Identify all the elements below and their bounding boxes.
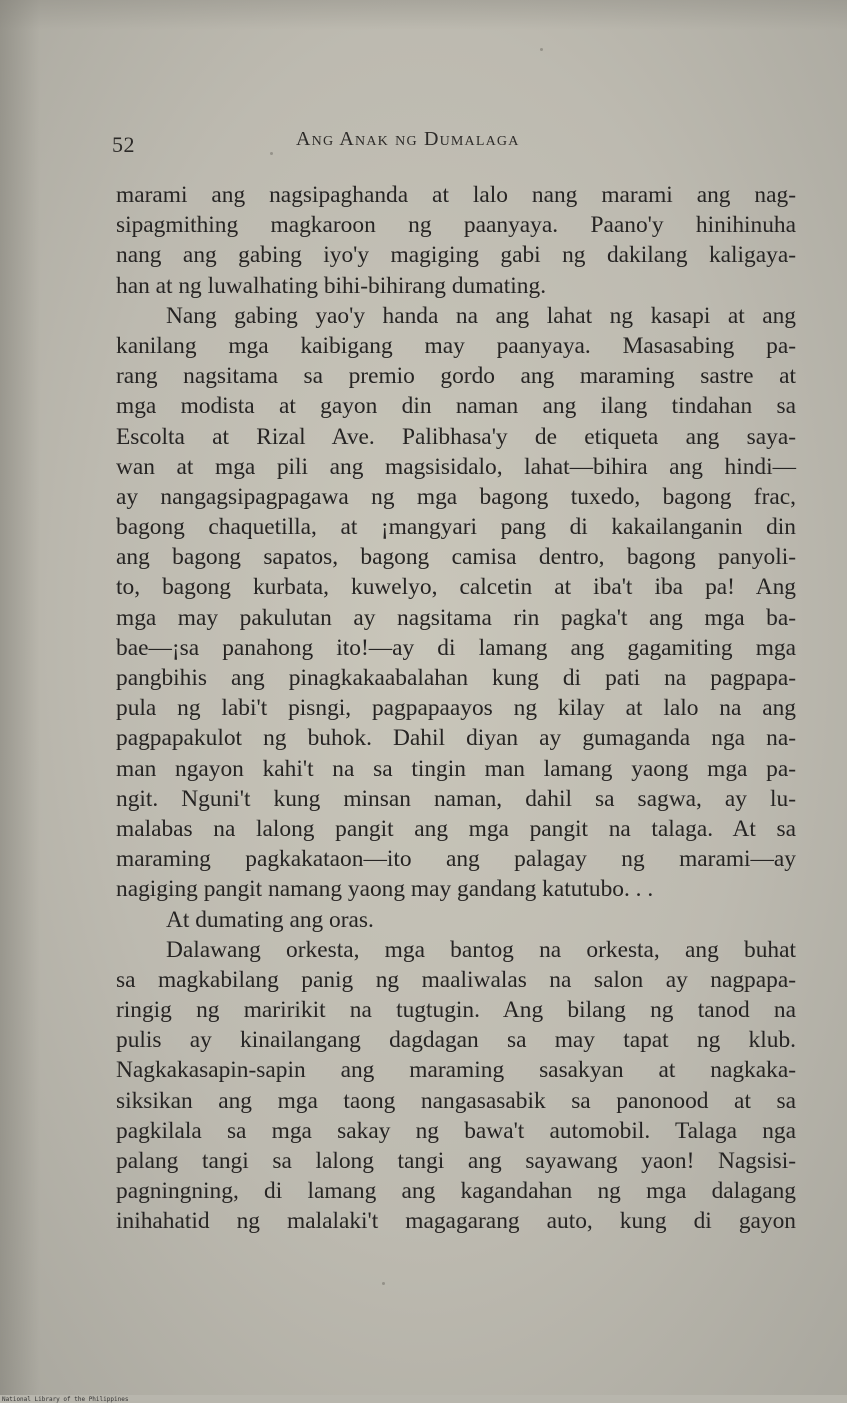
text-line: bae—¡sa panahong ito!—ay di lamang ang gagamiting mga — [116, 634, 796, 661]
page-edge-shadow-top — [0, 0, 847, 30]
text-line: ang bagong sapatos, bagong camisa dentro, bagong panyoli- — [116, 544, 796, 571]
text-line: Dalawang orkesta, mga bantog na orkesta, ang buhat — [166, 936, 796, 963]
text-line: pagpapakulot ng buhok. Dahil diyan ay gumaganda nga na- — [116, 725, 796, 752]
text-line: pagkilala sa mga sakay ng bawa't automobil. Talaga nga — [116, 1117, 796, 1144]
text-line: kanilang mga kaibigang may paanyaya. Masasabing pa- — [116, 332, 796, 359]
page-edge-shadow-left — [0, 0, 40, 1395]
text-line: rang nagsitama sa premio gordo ang maraming sastre at — [116, 363, 796, 390]
text-line: mga may pakulutan ay nagsitama rin pagka't ang mga ba- — [116, 604, 796, 631]
text-line: siksikan ang mga taong nangasasabik sa panonood at sa — [116, 1087, 796, 1114]
library-footer: National Library of the Philippines — [2, 1396, 129, 1403]
paper-speck — [270, 152, 273, 155]
text-line: Nang gabing yao'y handa na ang lahat ng kasapi at ang — [166, 302, 796, 329]
body-text — [116, 180, 796, 1237]
text-line: ngit. Nguni't kung minsan naman, dahil sa sagwa, ay lu- — [116, 785, 796, 812]
text-line: marami ang nagsipaghanda at lalo nang marami ang nag- — [116, 182, 796, 208]
text-line: inihahatid ng malalaki't magagarang auto, kung di gayon — [116, 1208, 796, 1235]
running-title: Ang Anak ng Dumalaga — [296, 128, 520, 150]
text-line: pulis ay kinailangang dagdagan sa may tapat ng klub. — [116, 1027, 796, 1054]
text-line: nagiging pangit namang yaong may gandang katutubo. . . — [116, 876, 654, 903]
text-line: Nagkakasapin-sapin ang maraming sasakyan at nagkaka- — [116, 1057, 796, 1084]
text-line: man ngayon kahi't na sa tingin man lamang yaong mga pa- — [116, 755, 796, 782]
text-line: maraming pagkakataon—ito ang palagay ng marami—ay — [116, 846, 796, 873]
text-line: sipagmithing magkaroon ng paanyaya. Paano'y hinihinuha — [116, 212, 796, 239]
text-line: ay nangagsipagpagawa ng mga bagong tuxedo, bagong frac, — [116, 483, 796, 510]
text-line: to, bagong kurbata, kuwelyo, calcetin at iba't iba pa! Ang — [116, 574, 796, 601]
text-line: sa magkabilang panig ng maaliwalas na salon ay nagpapa- — [116, 966, 796, 993]
text-line: mga modista at gayon din naman ang ilang tindahan sa — [116, 393, 796, 420]
text-line: palang tangi sa lalong tangi ang sayawang yaon! Nagsisi- — [116, 1148, 796, 1174]
text-line: ringig ng maririkit na tugtugin. Ang bilang ng tanod na — [116, 997, 796, 1024]
text-line: At dumating ang oras. — [166, 906, 374, 933]
text-line: Escolta at Rizal Ave. Palibhasa'y de etiqueta ang saya- — [116, 423, 796, 450]
text-line: pangbihis ang pinagkakaabalahan kung di pati na pagpapa- — [116, 665, 796, 691]
text-line: pagningning, di lamang ang kagandahan ng mga dalagang — [116, 1178, 796, 1205]
text-line: han at ng luwalhating bihi-bihirang dumating. — [116, 272, 547, 299]
page-number: 52 — [112, 132, 135, 157]
text-line: bagong chaquetilla, at ¡mangyari pang di kakailanganin din — [116, 514, 796, 541]
text-line: pula ng labi't pisngi, pagpapaayos ng kilay at lalo na ang — [116, 695, 796, 722]
text-line: nang ang gabing iyo'y magiging gabi ng dakilang kaligaya- — [116, 242, 796, 269]
page-header — [112, 128, 802, 164]
paper-speck — [382, 1282, 385, 1285]
text-line: malabas na lalong pangit ang mga pangit na talaga. At sa — [116, 815, 796, 842]
paper-speck — [540, 48, 543, 51]
text-line: wan at mga pili ang magsisidalo, lahat—bihira ang hindi— — [116, 453, 796, 480]
